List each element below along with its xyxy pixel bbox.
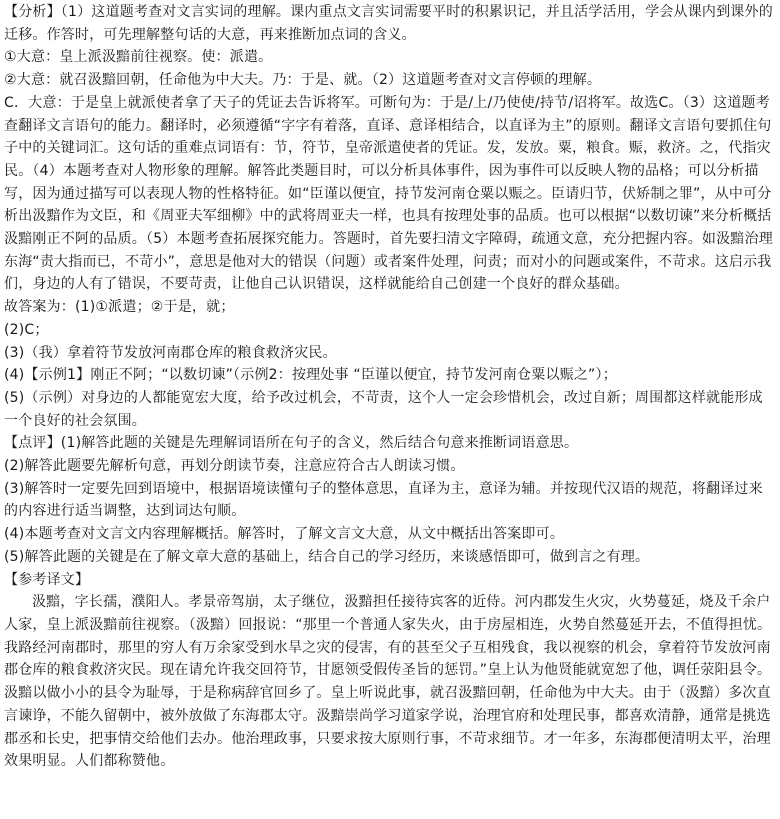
comment-line-4: (4)本题考查对文言文内容理解概括。解答时，了解文言文大意，从文中概括出答案即可。 bbox=[4, 526, 565, 543]
comment-line-3: (3)解答时一定要先回到语境中，根据语境读懂句子的整体意思，直译为主，意译为辅。并按现代汉语的规范，将翻译过来的内容进行适当调整，达到词达句顺。 bbox=[4, 480, 763, 520]
analysis-intro-paragraph: 【分析】（1）这道题考查对文言实词的理解。课内重点文言实词需要平时的积累识记，并且活学活用，学会从课内到课外的迁移。作答时，可先理解整句话的大意，再来推断加点词的含义。 bbox=[4, 4, 773, 43]
translation-heading: 【参考译文】 bbox=[4, 571, 90, 588]
analysis-main-paragraph: C．大意：于是皇上就派使者拿了天子的凭证去告诉将军。可断句为：于是/上/乃使使/持节/诏将军。故选C。（3）这道题考查翻译文言语句的能力。翻译时，必须遵循“字字有着落，直译、意译相结合，以直译为主”的原则。翻译文言语句要抓住句子中的关键词汇。这句话的重难点词语有：节，符节，皇帝派遣使者的凭证。发，发放。粟，粮食。赈，救济。之，代指灾民。（4）本题考查对人物形象的理解。解答此类题目时，可以分析具体事件，因为事件可以反映人物的品格；可以分析描写，因为通过描写可以表现人物的性格特征。如“臣谨以便宜，持节发河南仓粟以赈之。臣请归节，伏矫制之罪”，从中可分析出汲黯作为文臣，和《周亚夫军细柳》中的武将周亚夫一样，也具有按理处事的品质。也可以根据“以数切谏”来分析概括汲黯刚正不阿的品质。（5）本题考查拓展探究能力。答题时，首先要扫清文字障碍，疏通文意，充分把握内容。如汲黯治理东海“责大指而已，不苛小”，意思是他对大的错误（问题）或者案件处理，问责；而对小的问题或案件，不苛求。这启示我们，身边的人有了错误，不要苛责，让他自己认识错误，这样就能给自己创建一个良好的群众基础。 bbox=[4, 94, 773, 293]
analysis-item-2-paragraph: ②大意：就召汲黯回朝，任命他为中大夫。乃：于是、就。（2）这道题考查对文言停顿的理解。 bbox=[4, 72, 602, 89]
comment-line-2: (2)解答此题要先解析句意，再划分朗读节奏，注意应符合古人朗读习惯。 bbox=[4, 458, 465, 475]
answer-line-4: (4)【示例1】刚正不阿；“以数切谏”（示例2：按理处事 “臣谨以便宜，持节发河南仓粟以赈之”）； bbox=[4, 367, 617, 384]
translation-body-paragraph: 汲黯，字长孺，濮阳人。孝景帝驾崩，太子继位，汲黯担任接待宾客的近侍。河内郡发生火灾，火势蔓延，烧及千余户人家，皇上派汲黯前往视察。（汲黯）回报说：“那里一个普通人家失火，由于房屋相连，火势自然蔓延开去，不值得担忧。我路经河南郡时，那里的穷人有万余家受到水旱之灾的侵害，有的甚至父子互相残食，我以视察的机会，拿着符节发放河南郡仓库的粮食救济灾民。现在请允许我交回符节，甘愿领受假传圣旨的惩罚。”皇上认为他贤能就宽恕了他，调任荥阳县令。汲黯以做小小的县令为耻辱，于是称病辞官回乡了。皇上听说此事，就召汲黯回朝，任命他为中大夫。由于（汲黯）多次直言谏诤，不能久留朝中，被外放做了东海郡太守。汲黯崇尚学习道家学说，治理官府和处理民事，都喜欢清静，通常是挑选郡丞和长史，把事情交给他们去办。他治理政事，只要求按大原则行事，不苛求细节。才一年多，东海郡便清明太平，治理效果明显。人们都称赞他。 bbox=[4, 594, 772, 770]
answer-line-2: (2)C； bbox=[4, 321, 49, 338]
answer-line-5: (5)（示例）对身边的人都能宽宏大度，给予改过机会，不苛责，这个人一定会珍惜机会，改过自新；周围都这样就能形成一个良好的社会氛围。 bbox=[4, 389, 763, 429]
answer-line-3: (3)（我）拿着符节发放河南郡仓库的粮食救济灾民。 bbox=[4, 344, 337, 361]
analysis-item-1-paragraph: ①大意：皇上派汲黯前往视察。使：派遣。 bbox=[4, 49, 273, 66]
answer-line-1: 故答案为：(1)①派遣；②于是，就； bbox=[4, 299, 235, 316]
comment-line-1: 【点评】(1)解答此题的关键是先理解词语所在句子的含义，然后结合句意来推断词语意思。 bbox=[4, 435, 579, 452]
comment-line-5: (5)解答此题的关键是在了解文章大意的基础上，结合自己的学习经历，来谈感悟即可，做到言之有理。 bbox=[4, 548, 650, 565]
